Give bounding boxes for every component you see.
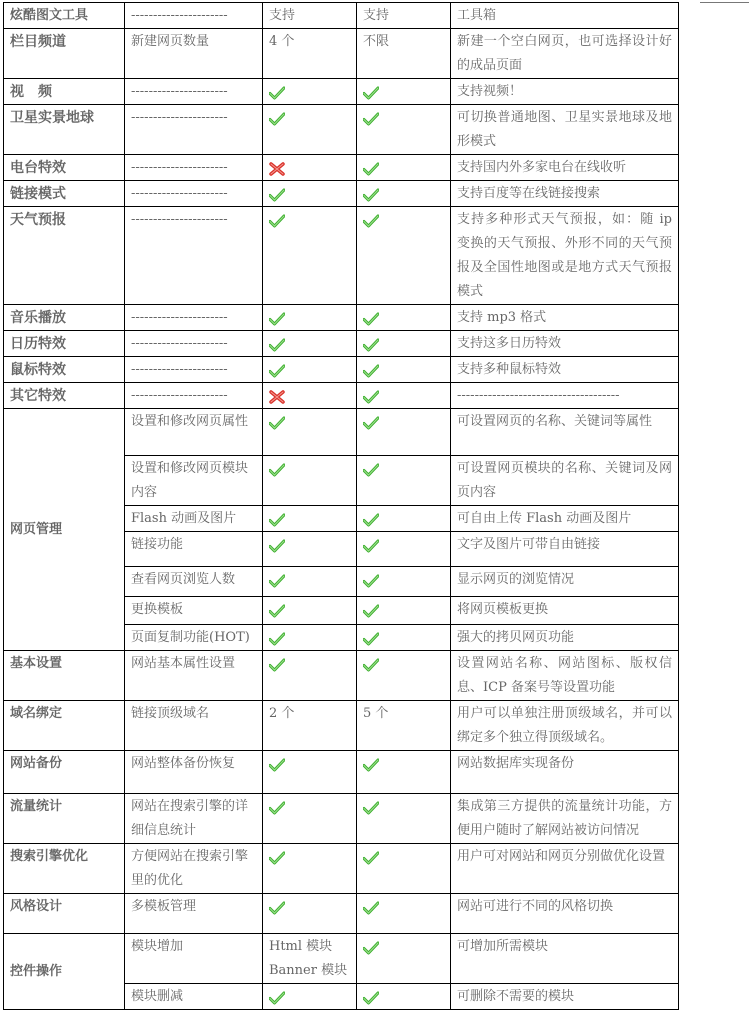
- feature-detail: [125, 844, 263, 894]
- feature-name: [4, 844, 125, 894]
- feature-name: [4, 305, 125, 331]
- support-col-a: [263, 79, 357, 105]
- feature-name-text: 链接模式: [10, 186, 66, 202]
- support-col-a: [263, 305, 357, 331]
- feature-detail-text: 网站基本属性设置: [131, 656, 236, 671]
- check-icon: [363, 573, 379, 587]
- support-col-b: [357, 207, 451, 305]
- support-col-b: [357, 383, 451, 409]
- feature-detail-text: 查看网页浏览人数: [131, 572, 236, 587]
- feature-detail: [125, 383, 263, 409]
- check-icon: [363, 940, 379, 954]
- feature-name-text: 基本设置: [10, 656, 63, 671]
- feature-description: [451, 79, 679, 105]
- header-cell-support-a: 支持: [263, 3, 357, 29]
- table-row: [4, 105, 679, 155]
- feature-description: [451, 357, 679, 383]
- feature-description-text: 支持视频！: [457, 84, 523, 99]
- feature-name: [4, 79, 125, 105]
- support-col-a: [263, 181, 357, 207]
- feature-detail: [125, 751, 263, 794]
- feature-description: [451, 934, 679, 984]
- support-col-a: [263, 331, 357, 357]
- support-col-a: [263, 751, 357, 794]
- check-icon: [269, 187, 285, 201]
- check-icon: [363, 900, 379, 914]
- check-icon: [269, 213, 285, 227]
- check-icon: [363, 111, 379, 125]
- check-icon: [363, 850, 379, 864]
- feature-description: [451, 701, 679, 751]
- feature-name: [4, 751, 125, 794]
- feature-description-text: 支持百度等在线链接搜索: [457, 186, 601, 201]
- feature-description-text: 可切换普通地图、卫星实景地球及地形模式: [457, 110, 672, 149]
- feature-detail-text: ----------------------: [131, 362, 228, 377]
- feature-detail-text: 设置和修改网页模块内容: [131, 461, 249, 500]
- feature-description-text: 可设置网页的名称、关键词等属性: [457, 414, 653, 429]
- check-icon: [363, 213, 379, 227]
- support-col-a: [263, 105, 357, 155]
- feature-detail-text: 链接功能: [131, 537, 184, 552]
- table-row: [4, 331, 679, 357]
- controls-name-text: 控件操作: [10, 964, 63, 979]
- feature-detail: [125, 105, 263, 155]
- support-col-b: [357, 532, 451, 567]
- feature-detail: [125, 409, 263, 456]
- feature-comparison-table: [3, 2, 679, 1010]
- feature-description: [451, 794, 679, 844]
- feature-detail: [125, 357, 263, 383]
- support-col-b-text: 不限: [363, 34, 390, 49]
- feature-description-text: 将网页模板更换: [457, 602, 549, 617]
- check-icon: [363, 311, 379, 325]
- table-row: [4, 383, 679, 409]
- feature-detail-text: ----------------------: [131, 110, 228, 125]
- check-icon: [363, 389, 379, 403]
- feature-name-text: 风格设计: [10, 899, 63, 914]
- feature-detail-text: 模块增加: [131, 939, 184, 954]
- support-col-a-text: 2 个: [269, 706, 295, 721]
- table-row: [4, 181, 679, 207]
- feature-name-text: 其它特效: [10, 388, 66, 404]
- support-col-a: [263, 409, 357, 456]
- feature-description: [451, 506, 679, 532]
- feature-description: [451, 181, 679, 207]
- check-icon: [269, 573, 285, 587]
- check-icon: [269, 415, 285, 429]
- table-row: [4, 357, 679, 383]
- feature-name-text: 电台特效: [10, 160, 66, 176]
- table-row: [4, 305, 679, 331]
- webpage-mgmt-name-text: 网页管理: [10, 522, 63, 537]
- table-row: [4, 844, 679, 894]
- feature-detail: [125, 794, 263, 844]
- feature-detail: [125, 894, 263, 934]
- cross-icon: [269, 389, 285, 403]
- feature-description-text: 支持多种形式天气预报，如：随 ip 变换的天气预报、外形不同的天气预报及全国性地图或是地方式天气预报模式: [457, 212, 672, 299]
- check-icon: [269, 85, 285, 99]
- feature-description-text: 支持 mp3 格式: [457, 310, 547, 325]
- check-icon: [269, 311, 285, 325]
- feature-description-text: 可删除不需要的模块: [457, 989, 575, 1004]
- support-col-a: [263, 894, 357, 934]
- webpage-mgmt-name: [4, 409, 125, 651]
- check-icon: [269, 990, 285, 1004]
- feature-name: [4, 357, 125, 383]
- cross-icon: [269, 161, 285, 175]
- check-icon: [363, 85, 379, 99]
- feature-description: [451, 383, 679, 409]
- table-row: [4, 794, 679, 844]
- table-row: [4, 79, 679, 105]
- feature-detail: [125, 331, 263, 357]
- feature-detail-text: ----------------------: [131, 160, 228, 175]
- check-icon: [363, 757, 379, 771]
- feature-detail-text: 设置和修改网页属性: [131, 414, 249, 429]
- feature-detail: [125, 305, 263, 331]
- support-col-b: [357, 984, 451, 1010]
- feature-name: [4, 331, 125, 357]
- check-icon: [363, 631, 379, 645]
- support-col-b: [357, 934, 451, 984]
- feature-detail: [125, 597, 263, 625]
- check-icon: [363, 415, 379, 429]
- feature-name: [4, 207, 125, 305]
- table-row: [4, 155, 679, 181]
- feature-detail-text: ----------------------: [131, 186, 228, 201]
- feature-description: [451, 651, 679, 701]
- feature-detail: [125, 456, 263, 506]
- feature-name-text: 音乐播放: [10, 310, 66, 326]
- feature-name-text: 搜索引擎优化: [10, 849, 89, 864]
- support-col-a: [263, 383, 357, 409]
- support-col-b: [357, 894, 451, 934]
- feature-name: [4, 29, 125, 79]
- page-rule-line: [700, 2, 749, 3]
- support-col-b: [357, 794, 451, 844]
- check-icon: [269, 603, 285, 617]
- check-icon: [363, 462, 379, 476]
- table-row: [4, 751, 679, 794]
- feature-description-text: 可设置网页模块的名称、关键词及网页内容: [457, 461, 672, 500]
- check-icon: [269, 512, 285, 526]
- check-icon: [269, 363, 285, 377]
- feature-detail: [125, 29, 263, 79]
- feature-description-text: 支持国内外多家电台在线收听: [457, 160, 627, 175]
- feature-name-text: 网站备份: [10, 756, 63, 771]
- feature-name-text: 鼠标特效: [10, 362, 66, 378]
- check-icon: [269, 631, 285, 645]
- feature-detail: [125, 506, 263, 532]
- feature-detail: [125, 207, 263, 305]
- support-col-a-text: 4 个: [269, 34, 295, 49]
- feature-description-text: 强大的拷贝网页功能: [457, 630, 575, 645]
- feature-description-text: 用户可以单独注册顶级域名，并可以绑定多个独立得顶级域名。: [457, 706, 672, 745]
- feature-description: [451, 331, 679, 357]
- feature-name-text: 卫星实景地球: [10, 110, 94, 126]
- feature-detail-text: ----------------------: [131, 388, 228, 403]
- table-row: [4, 934, 679, 984]
- table-row: [4, 409, 679, 456]
- feature-description: [451, 894, 679, 934]
- feature-description-text: 支持多种鼠标特效: [457, 362, 562, 377]
- support-col-a: [263, 155, 357, 181]
- support-col-a: [263, 844, 357, 894]
- support-col-a: [263, 625, 357, 651]
- feature-description-text: 网站数据库实现备份: [457, 756, 575, 771]
- support-col-b: [357, 181, 451, 207]
- feature-detail: [125, 934, 263, 984]
- table-row: [4, 701, 679, 751]
- feature-detail-text: 新建网页数量: [131, 34, 210, 49]
- check-icon: [269, 900, 285, 914]
- feature-name-text: 日历特效: [10, 336, 66, 352]
- feature-name: [4, 794, 125, 844]
- feature-detail-text: ----------------------: [131, 310, 228, 325]
- header-cell-dashes: ----------------------: [125, 3, 263, 29]
- support-col-b: [357, 155, 451, 181]
- feature-detail: [125, 567, 263, 597]
- check-icon: [363, 337, 379, 351]
- support-col-a: [263, 207, 357, 305]
- support-col-b: [357, 79, 451, 105]
- feature-description: [451, 844, 679, 894]
- table-row: [4, 207, 679, 305]
- feature-detail: [125, 79, 263, 105]
- feature-description-text: 集成第三方提供的流量统计功能，方便用户随时了解网站被访问情况: [457, 799, 672, 838]
- feature-description-text: 新建一个空白网页，也可选择设计好的成品页面: [457, 34, 672, 73]
- check-icon: [269, 111, 285, 125]
- feature-name: [4, 894, 125, 934]
- feature-name: [4, 383, 125, 409]
- feature-detail: [125, 651, 263, 701]
- feature-detail: [125, 625, 263, 651]
- feature-name-text: 流量统计: [10, 799, 63, 814]
- support-col-b: [357, 701, 451, 751]
- check-icon: [269, 800, 285, 814]
- support-col-b: [357, 331, 451, 357]
- feature-description: [451, 751, 679, 794]
- support-col-b: [357, 597, 451, 625]
- feature-name: [4, 105, 125, 155]
- feature-description: [451, 625, 679, 651]
- support-col-a: [263, 794, 357, 844]
- feature-detail-text: 网站在搜索引擎的详细信息统计: [131, 799, 249, 838]
- feature-detail-text: ----------------------: [131, 212, 228, 227]
- check-icon: [269, 462, 285, 476]
- feature-description: [451, 155, 679, 181]
- support-col-b: [357, 751, 451, 794]
- module-types: [263, 934, 357, 984]
- feature-name-text: 天气预报: [10, 212, 66, 228]
- check-icon: [269, 337, 285, 351]
- support-col-b: [357, 567, 451, 597]
- support-col-a: [263, 701, 357, 751]
- support-col-a: [263, 456, 357, 506]
- support-col-b: [357, 651, 451, 701]
- feature-description: [451, 29, 679, 79]
- support-col-b: [357, 105, 451, 155]
- feature-description-text: 设置网站名称、网站图标、版权信息、ICP 备案号等设置功能: [457, 656, 672, 695]
- support-col-a: [263, 532, 357, 567]
- feature-description: [451, 456, 679, 506]
- feature-description-text: 可自由上传 Flash 动画及图片: [457, 511, 632, 526]
- support-col-a: [263, 567, 357, 597]
- feature-name: [4, 181, 125, 207]
- support-col-b: [357, 625, 451, 651]
- feature-detail-text: 多模板管理: [131, 899, 197, 914]
- support-col-b: [357, 409, 451, 456]
- feature-description: [451, 532, 679, 567]
- feature-description-text: 可增加所需模块: [457, 939, 549, 954]
- feature-name-text: 域名绑定: [10, 706, 63, 721]
- feature-description: [451, 984, 679, 1010]
- check-icon: [363, 990, 379, 1004]
- feature-name: [4, 651, 125, 701]
- feature-description: [451, 567, 679, 597]
- check-icon: [269, 657, 285, 671]
- table-row: [4, 894, 679, 934]
- feature-detail-text: 网站整体备份恢复: [131, 756, 236, 771]
- header-row: [4, 3, 679, 29]
- table-row: [4, 29, 679, 79]
- check-icon: [363, 603, 379, 617]
- feature-detail-text: ----------------------: [131, 336, 228, 351]
- support-col-a: [263, 651, 357, 701]
- feature-description-text: 文字及图片可带自由链接: [457, 537, 601, 552]
- check-icon: [363, 538, 379, 552]
- table-row: [4, 651, 679, 701]
- check-icon: [269, 757, 285, 771]
- check-icon: [363, 800, 379, 814]
- feature-detail: [125, 181, 263, 207]
- feature-description-text: 支持这多日历特效: [457, 336, 562, 351]
- support-col-b: [357, 357, 451, 383]
- module-type-c3a: Html 模块: [269, 939, 333, 954]
- header-cell-support-b: 支持: [357, 3, 451, 29]
- feature-detail: [125, 532, 263, 567]
- support-col-b-text: 5 个: [363, 706, 389, 721]
- check-icon: [363, 187, 379, 201]
- support-col-b: [357, 29, 451, 79]
- header-cell-toolbox: 工具箱: [451, 3, 679, 29]
- feature-name-text: 栏目频道: [10, 34, 66, 50]
- feature-detail-text: 链接顶级域名: [131, 706, 210, 721]
- support-col-a: [263, 506, 357, 532]
- feature-detail-text: 方便网站在搜索引擎里的优化: [131, 849, 249, 888]
- feature-description: [451, 305, 679, 331]
- feature-description-text: 用户可对网站和网页分别做优化设置: [457, 849, 666, 864]
- check-icon: [363, 657, 379, 671]
- controls-name: [4, 934, 125, 1010]
- support-col-b: [357, 844, 451, 894]
- feature-name-text: 视 频: [10, 84, 52, 100]
- module-type-c3b: Banner 模块: [269, 963, 348, 978]
- support-col-a: [263, 597, 357, 625]
- feature-detail: [125, 984, 263, 1010]
- header-cell-tool: 炫酷图文工具: [4, 3, 125, 29]
- feature-description: [451, 597, 679, 625]
- feature-detail-text: 更换模板: [131, 602, 184, 617]
- check-icon: [363, 161, 379, 175]
- support-col-a: [263, 984, 357, 1010]
- check-icon: [363, 363, 379, 377]
- feature-detail: [125, 155, 263, 181]
- feature-description-text: 网站可进行不同的风格切换: [457, 899, 614, 914]
- check-icon: [269, 538, 285, 552]
- support-col-a: [263, 29, 357, 79]
- feature-description: [451, 105, 679, 155]
- feature-detail: [125, 701, 263, 751]
- feature-detail-text: Flash 动画及图片: [131, 511, 237, 526]
- check-icon: [363, 512, 379, 526]
- support-col-b: [357, 456, 451, 506]
- support-col-a: [263, 357, 357, 383]
- check-icon: [269, 850, 285, 864]
- feature-name: [4, 155, 125, 181]
- feature-name: [4, 701, 125, 751]
- support-col-b: [357, 506, 451, 532]
- support-col-b: [357, 305, 451, 331]
- feature-description-text: -------------------------------------: [457, 388, 620, 403]
- feature-detail-text: 页面复制功能(HOT): [131, 630, 250, 645]
- feature-detail-text: ----------------------: [131, 84, 228, 99]
- feature-description: [451, 207, 679, 305]
- feature-detail-text: 模块删减: [131, 989, 184, 1004]
- feature-description: [451, 409, 679, 456]
- feature-description-text: 显示网页的浏览情况: [457, 572, 575, 587]
